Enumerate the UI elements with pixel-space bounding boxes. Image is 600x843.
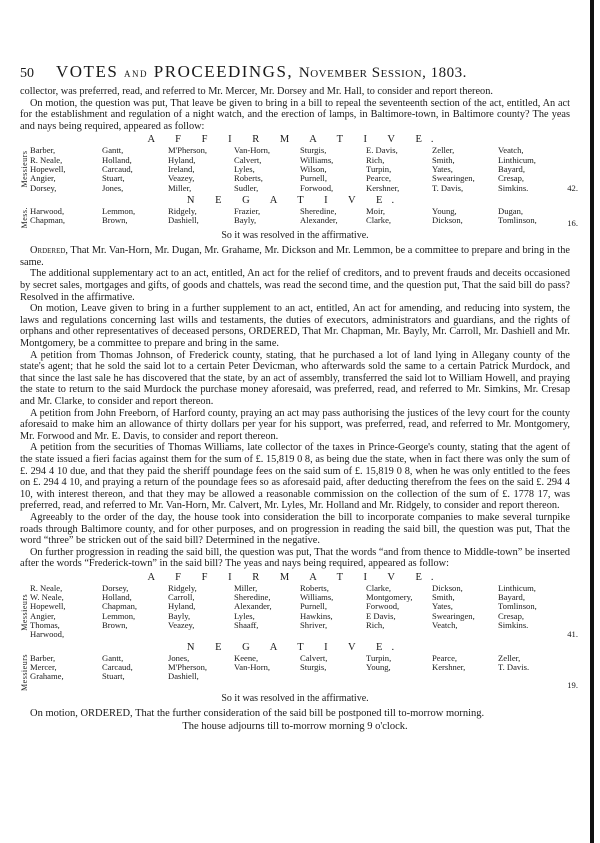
member-name: Brown, <box>102 620 128 631</box>
member-name: Jones, <box>168 652 190 663</box>
affirmative-heading: A F F I R M A T I V E. <box>147 571 443 583</box>
page-header <box>20 62 570 82</box>
member-name: Alexander, <box>234 601 272 612</box>
name-column <box>30 146 102 192</box>
member-name: Williams, <box>300 154 334 165</box>
member-name: Sudler, <box>234 182 259 193</box>
name-columns <box>30 654 570 691</box>
member-name: Holland, <box>102 592 132 603</box>
title-and: and <box>124 65 149 80</box>
affirmative-heading: A F F I R M A T I V E. <box>147 134 443 146</box>
vote-record-1 <box>20 134 578 242</box>
name-column <box>366 207 432 228</box>
title-proceedings: PROCEEDINGS, <box>153 62 294 81</box>
member-name: Dashiell, <box>168 671 199 682</box>
member-name: Smith, <box>432 154 455 165</box>
paragraph-text: That Mr. Van-Horn, Mr. Dugan, Mr. Grahame, Mr. Dickson and Mr. Lemmon, be a committee to prepare and bring in the same. <box>20 245 570 268</box>
member-name: Shriver, <box>300 620 328 631</box>
member-name: Young, <box>366 661 391 672</box>
name-column <box>168 654 234 691</box>
member-name: Turpin, <box>366 163 392 174</box>
name-column <box>102 146 168 192</box>
vote-table <box>20 652 578 691</box>
vote-total: 19. <box>567 680 578 691</box>
member-name: Lemmon, <box>102 205 136 216</box>
member-name: Frazier, <box>234 205 261 216</box>
negative-heading: N E G A T I V E. <box>186 641 404 653</box>
member-name: Veazey, <box>168 173 195 184</box>
member-name: Bayard, <box>498 163 525 174</box>
name-column <box>300 584 366 640</box>
member-name: Gantt, <box>102 145 124 156</box>
title-votes: VOTES <box>56 62 119 81</box>
member-name: Roberts, <box>300 582 329 593</box>
member-name: E. Davis, <box>366 145 398 156</box>
resolved-line: So it was resolved in the affirmative. <box>221 230 369 242</box>
member-name: Turpin, <box>366 652 392 663</box>
member-name: Bayard, <box>498 592 525 603</box>
member-name: Williams, <box>300 592 334 603</box>
member-name: Hawkins, <box>300 610 333 621</box>
member-name: Clarke, <box>366 215 392 226</box>
paragraph <box>20 268 570 303</box>
member-name: R. Neale, <box>30 154 63 165</box>
member-name: Linthicum, <box>498 154 536 165</box>
member-name: Sturgis, <box>300 145 327 156</box>
name-column <box>432 146 498 192</box>
member-name: Grahame, <box>30 671 64 682</box>
member-name: Angier, <box>30 610 56 621</box>
member-name: Cresap, <box>498 173 525 184</box>
member-name: Jones, <box>102 182 124 193</box>
name-column <box>498 654 564 691</box>
member-name: Forwood, <box>300 182 334 193</box>
member-name: Simkins. <box>498 182 529 193</box>
name-column <box>300 207 366 228</box>
name-column <box>234 654 300 691</box>
member-name: Dorsey, <box>30 182 57 193</box>
member-name: Keene, <box>234 652 259 663</box>
member-name: Bayly, <box>168 610 191 621</box>
adjournment: The house adjourns till to-morrow morning 9 o'clock. <box>182 721 408 733</box>
ordered-lead: Ordered, <box>30 245 69 257</box>
member-name: Dashiell, <box>168 215 199 226</box>
member-name: Holland, <box>102 154 132 165</box>
name-column <box>498 584 564 640</box>
member-name: Harwood, <box>30 205 65 216</box>
member-name: M'Pherson, <box>168 661 208 672</box>
member-name: Bayly, <box>234 215 257 226</box>
messieurs-label: Messieurs <box>20 151 29 189</box>
paragraph <box>20 408 570 443</box>
member-name: Young, <box>432 205 457 216</box>
member-name: T. Davis. <box>498 661 530 672</box>
name-column <box>168 207 234 228</box>
paragraph: collector, was preferred, read, and referred to Mr. Mercer, Mr. Dorsey and Mr. Hall, to consider and report thereon. <box>20 86 493 97</box>
paragraph <box>20 303 570 349</box>
member-name: Dickson, <box>432 215 463 226</box>
name-column <box>366 584 432 640</box>
name-column <box>30 207 102 228</box>
name-column <box>30 584 102 640</box>
member-name: Tomlinson, <box>498 215 537 226</box>
member-name: Swearingen, <box>432 610 475 621</box>
member-name: Wilson, <box>300 163 327 174</box>
name-column <box>234 207 300 228</box>
member-name: Mercer, <box>30 661 57 672</box>
paragraph <box>20 245 570 268</box>
member-name: Zeller, <box>498 652 521 663</box>
member-name: Chapman, <box>102 601 138 612</box>
name-columns <box>30 146 570 192</box>
paragraph-text: A petition from the securities of Thomas Williams, late collector of the taxes in Prince-George's county, stating that the agent of the state issued a fieri facias against them for the sum of £. 15,819 0 8, as being due the state, when in fact there was only the sum of £. 294 4 10 due, and that they paid the sheriff poundage fees on the said sum of £. 15,819 0 8, when he was only entitled to the fees on £. 294 4 10, and praying a return of the poundage fees so as aforesaid paid, after deducting therefrom the fees on the said £. 294 4 10, with interest thereon, and that they may be allowed a reasonable commission on the collection of the sum of £. 1778 17, was preferred, read, and referred to Mr. Van-Horn, Mr. Calvert, Mr. Lyles, Mr. Holland and Mr. Ridgely, to consider and report thereon. <box>20 442 570 512</box>
name-column <box>432 207 498 228</box>
member-name: Carcaud, <box>102 661 133 672</box>
name-column <box>432 584 498 640</box>
member-name: Calvert, <box>234 154 262 165</box>
member-name: Lemmon, <box>102 610 136 621</box>
paragraph-text: Agreeably to the order of the day, the house took into consideration the bill to incorporate companies to make several turnpike roads through Baltimore county, and for other purposes, and on progression in reading the said bill, the question was put, That the word “three” be stricken out of the said bill? Determined in the negative. <box>20 511 570 547</box>
name-column <box>498 146 564 192</box>
member-name: Hyland, <box>168 154 196 165</box>
member-name: Barber, <box>30 145 56 156</box>
member-name: Rich, <box>366 620 385 631</box>
member-name: Lyles, <box>234 610 255 621</box>
member-name: Hopewell, <box>30 601 66 612</box>
member-name: Brown, <box>102 215 128 226</box>
paragraph <box>20 350 570 408</box>
name-column <box>102 654 168 691</box>
paragraph <box>20 512 570 547</box>
paragraph-text: On further progression in reading the said bill, the question was put, That the words “and from thence to Middle-town” be inserted after the words “Frederick-town” in the said bill? The yeas and nays being required, appeared as follow: <box>20 546 570 570</box>
messieurs-label: Messieurs <box>20 593 29 631</box>
closing-motion: On motion, ORDERED, That the further consideration of the said bill be postponed till to-morrow morning. <box>30 707 485 719</box>
member-name: Hopewell, <box>30 163 66 174</box>
vote-table <box>20 205 578 229</box>
body-paragraphs <box>20 245 570 570</box>
member-name: Angier, <box>30 173 56 184</box>
paragraph <box>20 442 570 512</box>
name-columns <box>30 207 570 228</box>
member-name: Veazey, <box>168 620 195 631</box>
member-name: Yates, <box>432 163 453 174</box>
member-name: Thomas, <box>30 620 60 631</box>
member-name: Swearingen, <box>432 173 475 184</box>
member-name: Dickson, <box>432 582 463 593</box>
member-name: Purnell, <box>300 173 327 184</box>
paragraph-text: On motion, Leave given to bring in a further supplement to an act, entitled, An act for amending, and reducing into system, the laws and regulations concerning last wills and testaments, the duties of executors, administrators and guardians, and the rights of orphans and other representatives of deceased persons, ORDERED, That Mr. Chapman, Mr. Bayly, Mr. Carroll, Mr. Dashiell and Mr. Montgomery, be a committee to prepare and bring in the same. <box>20 303 570 349</box>
name-column <box>234 146 300 192</box>
member-name: Ridgely, <box>168 582 197 593</box>
member-name: Tomlinson, <box>498 601 537 612</box>
vote-record-2 <box>20 571 578 704</box>
name-column <box>234 584 300 640</box>
name-column <box>102 584 168 640</box>
member-name: Dugan, <box>498 205 524 216</box>
name-column <box>366 146 432 192</box>
member-name: Zeller, <box>432 145 455 156</box>
name-column <box>366 654 432 691</box>
member-name: E Davis, <box>366 610 396 621</box>
member-name: Forwood, <box>366 601 400 612</box>
member-name: T. Davis, <box>432 182 464 193</box>
member-name: Hyland, <box>168 601 196 612</box>
member-name: Cresap, <box>498 610 525 621</box>
member-name: Stuart, <box>102 671 125 682</box>
member-name: Shaaff, <box>234 620 259 631</box>
member-name: Ireland, <box>168 163 195 174</box>
member-name: Harwood, <box>30 629 65 640</box>
member-name: Chapman, <box>30 215 66 226</box>
member-name: Barber, <box>30 652 56 663</box>
member-name: Alexander, <box>300 215 338 226</box>
member-name: Carcaud, <box>102 163 133 174</box>
vote-total: 42. <box>567 182 578 193</box>
session-title: November Session, 1803. <box>298 65 467 81</box>
paragraph-text: A petition from Thomas Johnson, of Frederick county, stating, that he purchased a lot of land lying in Allegany county of the state's agent; that he sold the said lot to a certain Peter Devicman, who afterwards sold the same to a certain Patrick Murdock, and that since the last sale he has discovered that the state, by an act of assembly, transferred the said lot to William Howell, and praying the state to return to the said Murdock the purchase money aforesaid, was preferred, read, and referred to Mr. Simkins, Mr. Cresap and Mr. Clarke, to consider and report thereon. <box>20 349 570 407</box>
member-name: Pearce, <box>432 652 458 663</box>
negative-heading: N E G A T I V E. <box>186 194 404 206</box>
member-name: Van-Horn, <box>234 661 271 672</box>
member-name: Sheredine, <box>300 205 337 216</box>
paragraph-text: The additional supplementary act to an act, entitled, An act for the relief of creditors, and to prevent frauds and deceits occasioned by secret sales, mortgages and gifts, of goods and chattels, was read the second time, and the question put, That the said bill do pass? Resolved in the affirmative. <box>20 268 570 303</box>
member-name: Linthicum, <box>498 582 536 593</box>
page-number: 50 <box>20 66 34 81</box>
page-edge-border <box>590 0 594 843</box>
member-name: Stuart, <box>102 173 125 184</box>
member-name: W. Neale, <box>30 592 64 603</box>
messieurs-label: Mess. <box>20 206 29 229</box>
name-column <box>168 584 234 640</box>
vote-total: 16. <box>567 217 578 228</box>
member-name: Lyles, <box>234 163 255 174</box>
name-column <box>102 207 168 228</box>
member-name: Yates, <box>432 601 453 612</box>
member-name: Clarke, <box>366 582 392 593</box>
resolved-line: So it was resolved in the affirmative. <box>221 692 369 704</box>
member-name: Simkins. <box>498 620 529 631</box>
vote-table <box>20 145 578 193</box>
member-name: Pearce, <box>366 173 392 184</box>
name-column <box>168 146 234 192</box>
member-name: Kershner, <box>432 661 466 672</box>
member-name: Rich, <box>366 154 385 165</box>
member-name: Sheredine, <box>234 592 271 603</box>
member-name: Ridgely, <box>168 205 197 216</box>
member-name: Miller, <box>234 582 258 593</box>
member-name: Veatch, <box>432 620 458 631</box>
vote-table <box>20 582 578 640</box>
member-name: Smith, <box>432 592 455 603</box>
member-name: Van-Horn, <box>234 145 271 156</box>
member-name: Purnell, <box>300 601 327 612</box>
name-column <box>432 654 498 691</box>
member-name: Moir, <box>366 205 385 216</box>
member-name: Dorsey, <box>102 582 129 593</box>
member-name: Veatch, <box>498 145 524 156</box>
member-name: Montgomery, <box>366 592 413 603</box>
name-column <box>300 654 366 691</box>
paragraph: On motion, the question was put, That leave be given to bring in a bill to repeal the seventeenth section of the act, entitled, An act for the establishment and regulation of a night watch, and the erection of lamps, in Baltimore-town, in Baltimore county? The yeas and nays being required, appeared as follow: <box>20 97 570 132</box>
paragraph-text: A petition from John Freeborn, of Harford county, praying an act may pass authorising the justices of the levy court for the county aforesaid to make him an allowance of thirty dollars per year for his support, was preferred, read, and referred to Mr. Montgomery, Mr. Forwood and Mr. E. Davis, to consider and report thereon. <box>20 407 570 442</box>
paragraph <box>20 547 570 570</box>
name-column <box>30 654 102 691</box>
member-name: Calvert, <box>300 652 328 663</box>
member-name: Roberts, <box>234 173 263 184</box>
name-column <box>300 146 366 192</box>
member-name: Carroll, <box>168 592 195 603</box>
messieurs-label: Messieurs <box>20 653 29 691</box>
vote-total: 41. <box>567 629 578 640</box>
member-name: M'Pherson, <box>168 145 208 156</box>
name-columns <box>30 584 570 640</box>
document-page <box>20 62 578 734</box>
member-name: Miller, <box>168 182 192 193</box>
member-name: Kershner, <box>366 182 400 193</box>
member-name: Gantt, <box>102 652 124 663</box>
member-name: R. Neale, <box>30 582 63 593</box>
name-column <box>498 207 564 228</box>
member-name: Sturgis, <box>300 661 327 672</box>
